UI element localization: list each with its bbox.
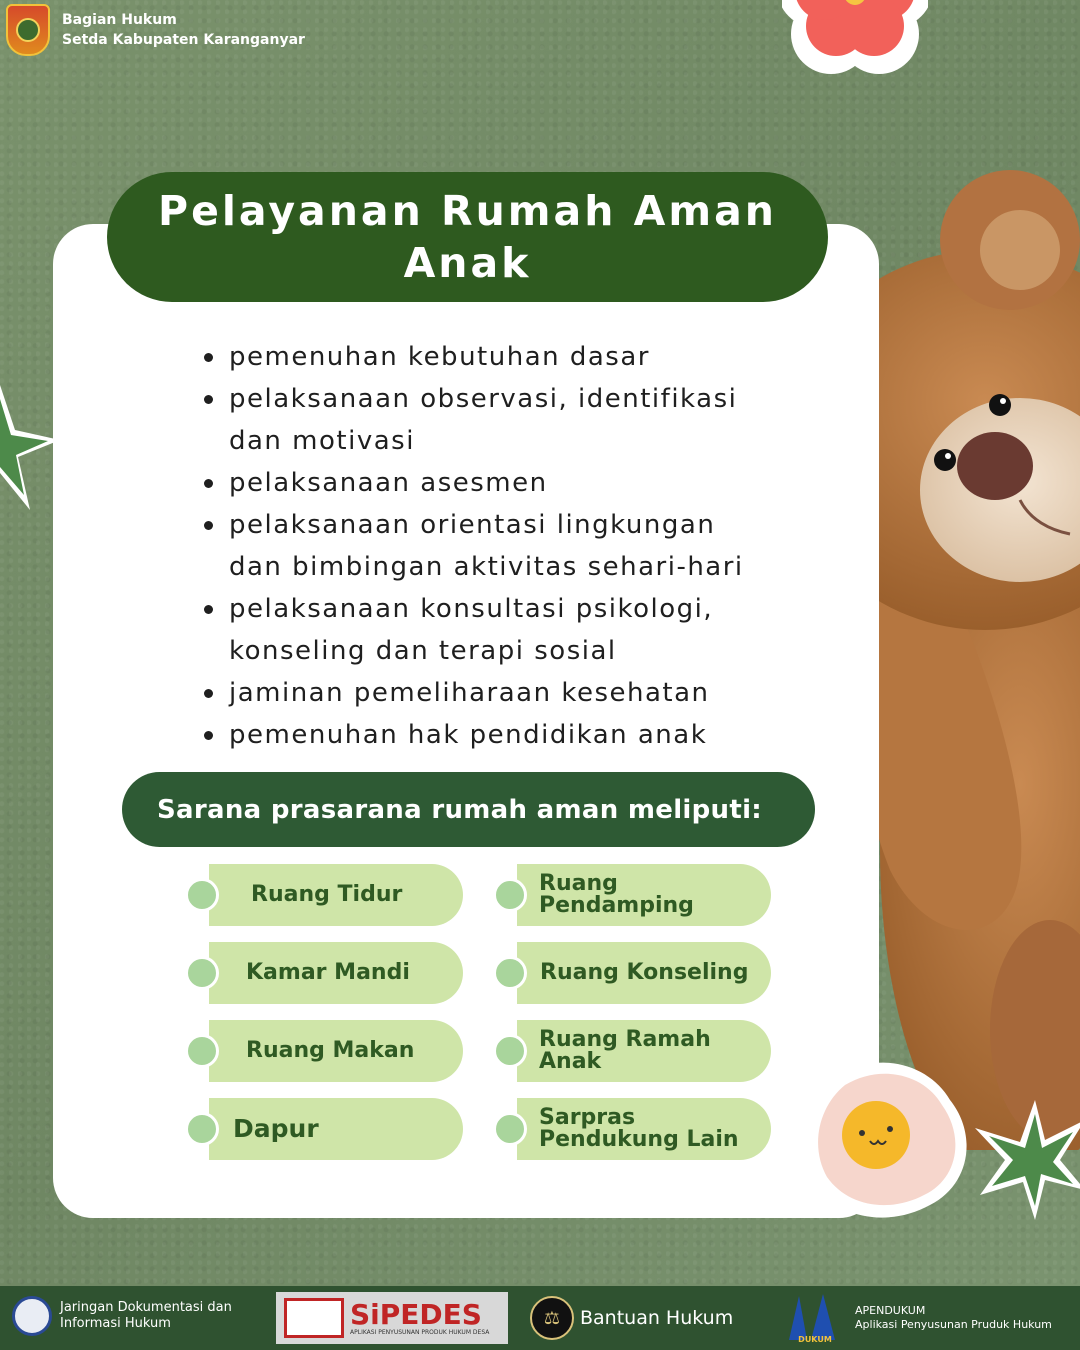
facility-item: [493, 1020, 771, 1082]
list-item: pemenuhan hak pendidikan anak: [200, 714, 760, 756]
facility-item: [493, 1098, 771, 1160]
bullet-dot-icon: [493, 1034, 527, 1068]
facility-item: [185, 942, 463, 1004]
list-item: pelaksanaan observasi, identifikasi dan motivasi: [200, 378, 760, 462]
book-icon: [284, 1298, 344, 1338]
facility-item: [185, 1098, 463, 1160]
jdih-logo[interactable]: [12, 1296, 232, 1336]
jdih-line2: Informasi Hukum: [60, 1316, 171, 1331]
facility-label: Ruang Konseling: [540, 960, 749, 985]
facility-item: [185, 864, 463, 926]
facility-label: Kamar Mandi: [246, 960, 410, 985]
bullet-dot-icon: [185, 956, 219, 990]
bantuan-hukum-logo[interactable]: [530, 1296, 733, 1340]
bullet-dot-icon: [185, 1034, 219, 1068]
list-item: pelaksanaan konsultasi psikologi, konseling dan terapi sosial: [200, 588, 760, 672]
org-line2: Setda Kabupaten Karanganyar: [62, 32, 305, 48]
bullet-dot-icon: [185, 878, 219, 912]
apendukum-emblem-icon: [785, 1292, 841, 1344]
facility-item: [185, 1020, 463, 1082]
facility-label: Ruang Tidur: [251, 882, 403, 907]
facility-label: Sarpras Pendukung Lain: [539, 1105, 739, 1152]
page-title: Pelayanan Rumah Aman Anak: [158, 187, 777, 287]
bullet-dot-icon: [493, 878, 527, 912]
list-item: jaminan pemeliharaan kesehatan: [200, 672, 760, 714]
apendukum-name: APENDUKUM: [855, 1304, 926, 1317]
scales-of-justice-icon: ⚖: [530, 1296, 574, 1340]
flower-sticker-icon: [782, 0, 928, 80]
facilities-grid: [185, 864, 775, 1164]
facilities-heading: Sarana prasarana rumah aman meliputi:: [157, 794, 762, 825]
services-list: [200, 336, 760, 756]
facility-label: Ruang Ramah Anak: [539, 1027, 711, 1074]
jdih-line1: Jaringan Dokumentasi dan: [60, 1300, 232, 1315]
apendukum-logo-text: DUKUM: [798, 1335, 832, 1344]
header: [6, 4, 305, 56]
org-line1: Bagian Hukum: [62, 12, 177, 28]
facilities-heading-banner: [122, 772, 815, 847]
star-sticker-icon: [975, 1100, 1080, 1220]
facility-label: Ruang Pendamping: [539, 871, 694, 918]
list-item: pelaksanaan orientasi lingkungan dan bimbingan aktivitas sehari-hari: [200, 504, 760, 588]
bantuan-label: Bantuan Hukum: [580, 1307, 734, 1329]
facility-item: [493, 864, 771, 926]
bullet-dot-icon: [185, 1112, 219, 1146]
footer-bar: [0, 1286, 1080, 1350]
apendukum-subtitle: Aplikasi Penyusunan Pruduk Hukum: [855, 1318, 1052, 1331]
sipedes-name: SiPEDES: [350, 1297, 482, 1331]
header-text: [62, 10, 305, 50]
facility-label: Dapur: [233, 1114, 319, 1143]
list-item: pemenuhan kebutuhan dasar: [200, 336, 760, 378]
apendukum-logo[interactable]: [785, 1292, 1052, 1344]
list-item: pelaksanaan asesmen: [200, 462, 760, 504]
jdih-emblem-icon: [12, 1296, 52, 1336]
fried-egg-sticker-icon: [800, 1055, 976, 1225]
facility-item: [493, 942, 771, 1004]
facility-label: Ruang Makan: [246, 1038, 415, 1063]
bullet-dot-icon: [493, 956, 527, 990]
bullet-dot-icon: [493, 1112, 527, 1146]
sipedes-logo[interactable]: [276, 1292, 508, 1344]
title-banner: [107, 172, 828, 302]
karanganyar-emblem-icon: [6, 4, 50, 56]
sipedes-subtitle: APLIKASI PENYUSUNAN PRODUK HUKUM DESA: [350, 1328, 490, 1336]
